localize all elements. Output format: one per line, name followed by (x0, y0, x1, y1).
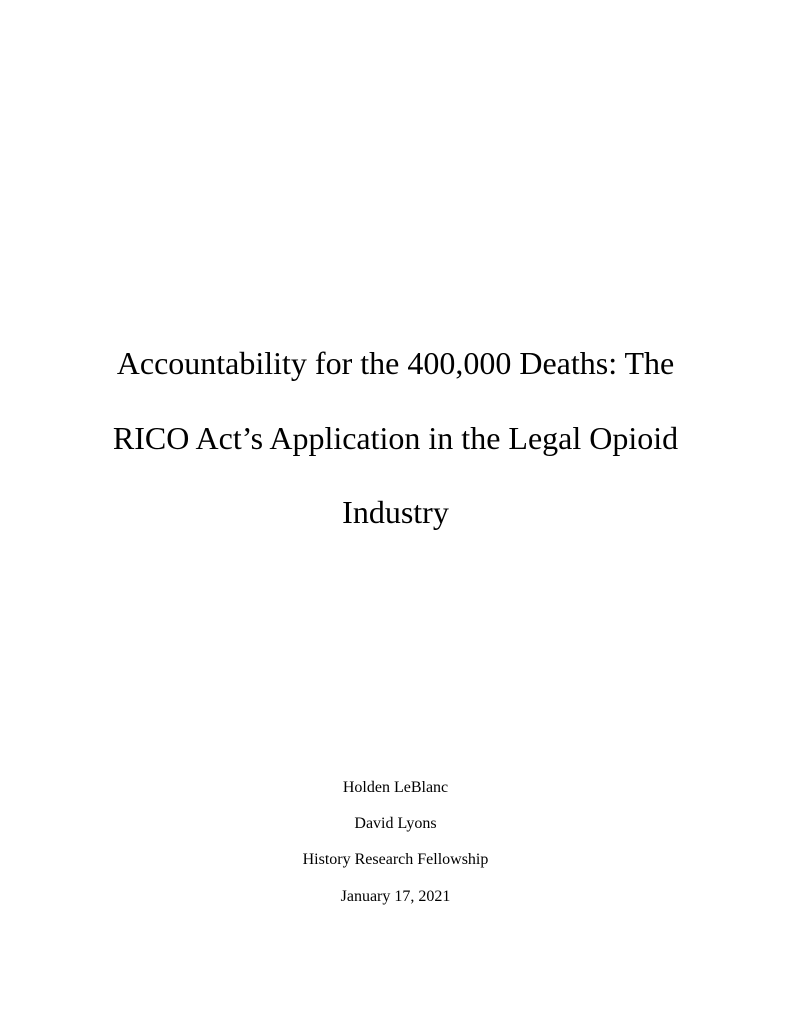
paper-title (0, 326, 791, 550)
title-line-1: Accountability for the 400,000 Deaths: The (116, 345, 675, 381)
title-line-2: RICO Act’s Application in the Legal Opioid (112, 419, 679, 456)
byline (0, 770, 791, 915)
paper-date: January 17, 2021 (340, 887, 451, 905)
author-name-2: David Lyons (354, 815, 437, 833)
program-name: History Research Fellowship (302, 851, 489, 869)
title-line-3: Industry (342, 494, 449, 531)
author-name-1: Holden LeBlanc (342, 779, 449, 796)
